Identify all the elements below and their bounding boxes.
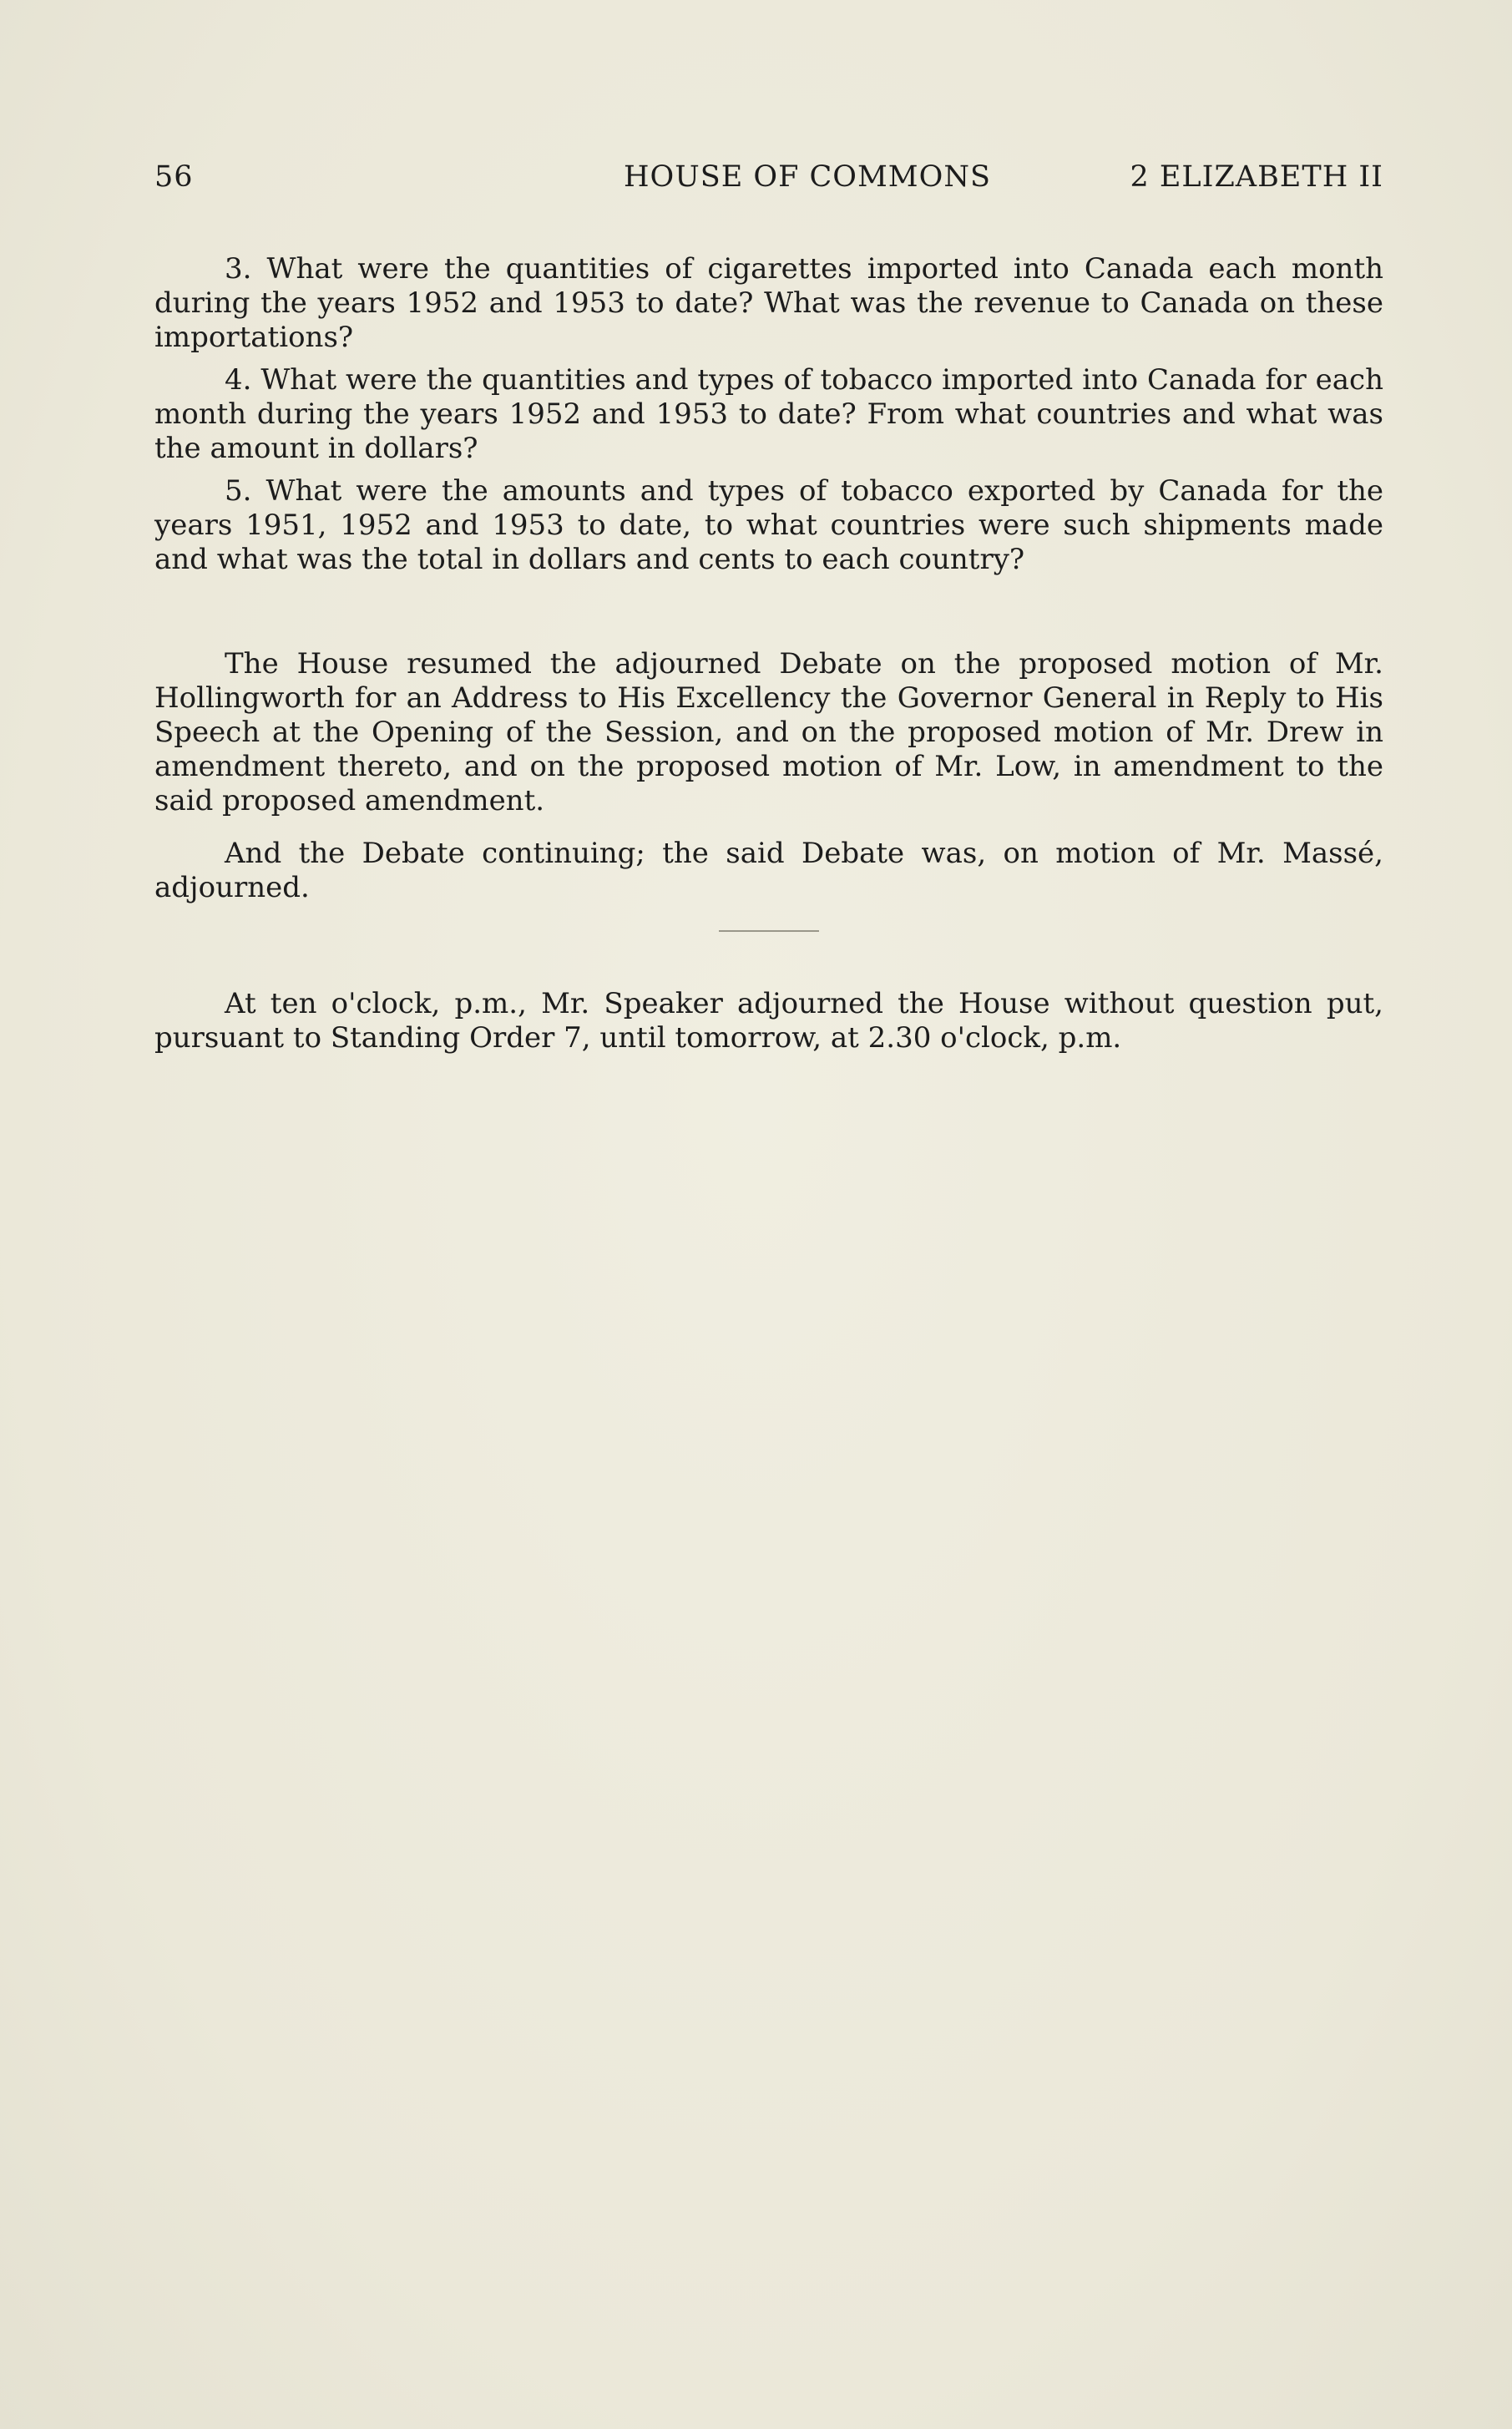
debate-adjourned-paragraph: And the Debate continuing; the said Debate was, on motion of Mr. Massé, adjourned. [154, 837, 1383, 904]
running-head [154, 160, 1383, 202]
question-4: 4. What were the quantities and types of tobacco imported into Canada for each month during the years 1952 and 1953 to date? From what countries and what was the amount in dollars? [154, 363, 1383, 465]
question-3: 3. What were the quantities of cigarettes imported into Canada each month during the years 1952 and 1953 to date? What was the revenue to Canada on these importations? [154, 252, 1383, 354]
house-adjourned-paragraph: At ten o'clock, p.m., Mr. Speaker adjourned the House without question put, pursuant to Standing Order 7, until tomorrow, at 2.30 o'clock, p.m. [154, 987, 1383, 1055]
question-5: 5. What were the amounts and types of tobacco exported by Canada for the years 1951, 1952 and 1953 to date, to what countries were such shipments made and what was the total in dollars and cents to each country? [154, 474, 1383, 576]
body-text [154, 252, 1383, 1055]
section-divider [719, 930, 819, 932]
page-number: 56 [154, 160, 194, 194]
regnal-year: 2 ELIZABETH II [1130, 160, 1383, 194]
running-title: HOUSE OF COMMONS [624, 160, 991, 194]
debate-resumed-paragraph: The House resumed the adjourned Debate on the proposed motion of Mr. Hollingworth for an Address to His Excellency the Governor General in Reply to His Speech at the Opening of the Session, and on the proposed motion of Mr. Drew in amendment thereto, and on the proposed motion of Mr. Low, in amendment to the said proposed amendment. [154, 647, 1383, 817]
